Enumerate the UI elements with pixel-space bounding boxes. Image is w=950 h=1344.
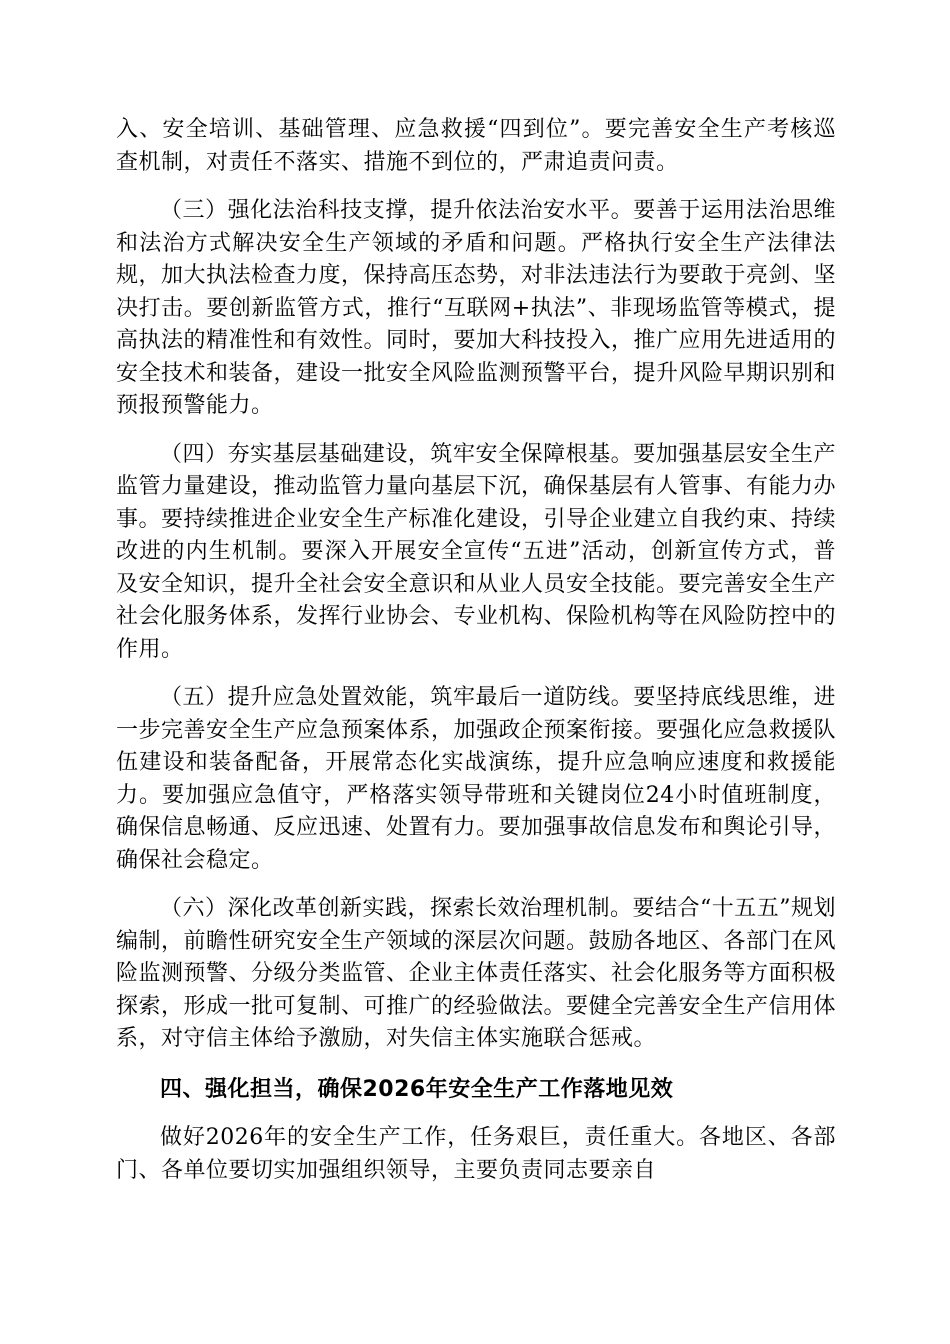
paragraph-closing: 做好2026年的安全生产工作，任务艰巨，责任重大。各地区、各部门、各单位要切实加强组织领导，主要负责同志要亲自 xyxy=(116,1125,836,1183)
paragraph-section-4: （四）夯实基层基础建设，筑牢安全保障根基。要加强基层安全生产监管力量建设，推动监管力量向基层下沉，确保基层有人管事、有能力办事。要持续推进企业安全生产标准化建设，引导企业建立自我约束、持续改进的内生机制。要深入开展安全宣传“五进”活动，创新宣传方式，普及安全知识，提升全社会安全意识和从业人员安全技能。要完善安全生产社会化服务体系，发挥行业协会、专业机构、保险机构等在风险防控中的作用。 xyxy=(116,441,837,662)
paragraph-continuation: 入、安全培训、基础管理、应急救援“四到位”。要完善安全生产考核巡查机制，对责任不落实、措施不到位的，严肃追责问责。 xyxy=(116,117,836,175)
paragraph-section-5: （五）提升应急处置效能，筑牢最后一道防线。要坚持底线思维，进一步完善安全生产应急预案体系，加强政企预案衔接。要强化应急救援队伍建设和装备配备，开展常态化实战演练，提升应急响应速度和救援能力。要加强应急值守，严格落实领导带班和关键岗位24小时值班制度，确保信息畅通、反应迅速、处置有力。要加强事故信息发布和舆论引导，确保社会稳定。 xyxy=(116,685,837,873)
document-page xyxy=(116,114,836,1187)
paragraph-section-6: （六）深化改革创新实践，探索长效治理机制。要结合“十五五”规划编制，前瞻性研究安全生产领域的深层次问题。鼓励各地区、各部门在风险监测预警、分级分类监管、企业主体责任落实、社会化服务等方面积极探索，形成一批可复制、可推广的经验做法。要健全完善安全生产信用体系，对守信主体给予激励，对失信主体实施联合惩戒。 xyxy=(116,896,837,1051)
paragraph-section-3: （三）强化法治科技支撑，提升依法治安水平。要善于运用法治思维和法治方式解决安全生产领域的矛盾和问题。严格执行安全生产法律法规，加大执法检查力度，保持高压态势，对非法违法行为要敢于亮剑、坚决打击。要创新监管方式，推行“互联网+执法”、非现场监管等模式，提高执法的精准性和有效性。同时，要加大科技投入，推广应用先进适用的安全技术和装备，建设一批安全风险监测预警平台，提升风险早期识别和预报预警能力。 xyxy=(116,198,837,418)
section-heading: 四、强化担当，确保2026年安全生产工作落地见效 xyxy=(160,1076,674,1102)
